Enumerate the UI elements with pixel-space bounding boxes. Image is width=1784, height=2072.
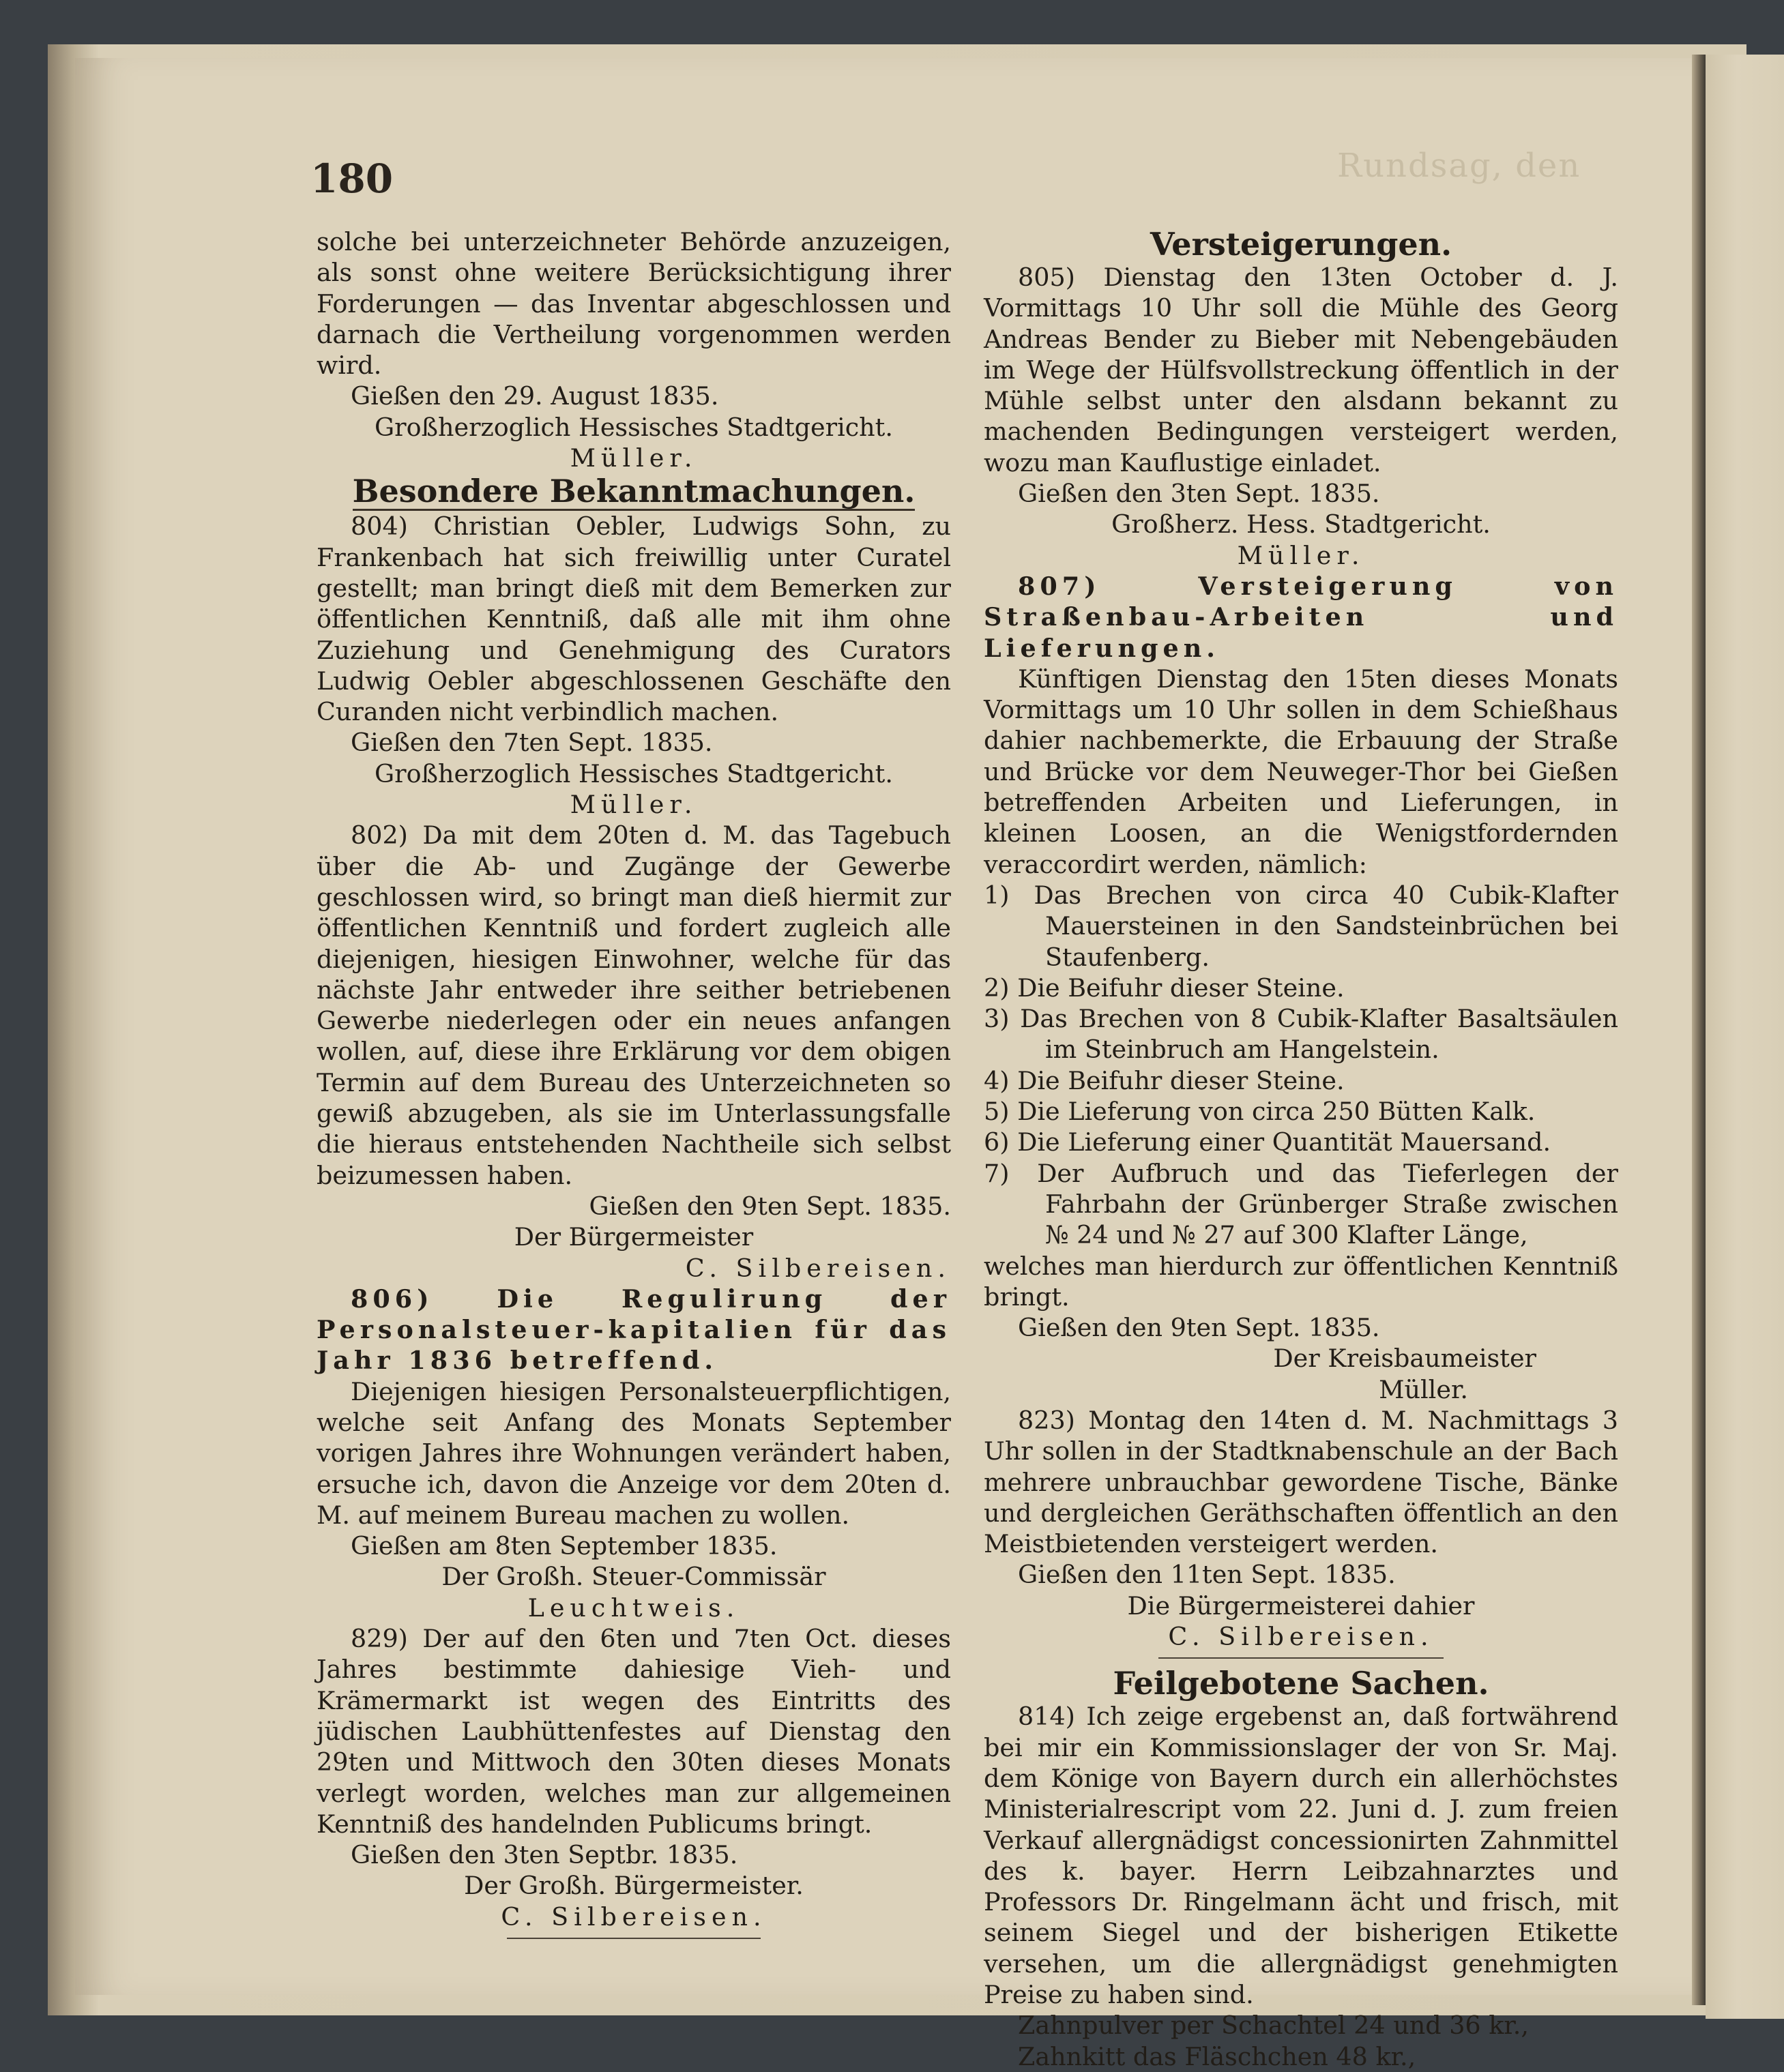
- notice-823-text: 823) Montag den 14ten d. M. Nachmittags 3 Uhr sollen in der Stadtknabenschule an der Bach mehrere unbrauchbar gewordene Tische, Bänke und dergleichen Geräthschaften öffentlich an den Meistbietenden versteigert werden.: [984, 1405, 1618, 1559]
- notice-807-date: Gießen den 9ten Sept. 1835.: [1018, 1313, 1380, 1343]
- page-gutter: [1692, 55, 1706, 2005]
- next-page-header: Rundsag, den: [1337, 147, 1581, 185]
- list-item: 6) Die Lieferung einer Quantität Mauersand.: [984, 1127, 1551, 1157]
- next-page-edge: [1706, 55, 1784, 2019]
- intro-text: solche bei unterzeichneter Behörde anzuzeigen, als sonst ohne weitere Berücksichtigung ihrer Forderungen — das Inventar abgeschlossen und darnach die Vertheilung vorgenommen werden wird.: [317, 227, 951, 381]
- notice-806-date: Gießen am 8ten September 1835.: [351, 1531, 778, 1561]
- section-heading-row: [317, 473, 951, 511]
- notice-805-signature: Müller.: [1237, 540, 1365, 570]
- list-item: 4) Die Beifuhr dieser Steine.: [984, 1065, 1345, 1095]
- section-rule: [1158, 1657, 1444, 1659]
- notice-804-authority: Großherzoglich Hessisches Stadtgericht.: [375, 758, 893, 788]
- notice-802-date: Gießen den 9ten Sept. 1835.: [589, 1191, 951, 1221]
- notice-802-signature: C. Silbereisen.: [685, 1253, 951, 1283]
- notice-806-text: Diejenigen hiesigen Personalsteuerpflichtigen, welche seit Anfang des Monats September vorigen Jahres ihre Wohnungen verändert haben, ersuche ich, davon die Anzeige vor dem 20ten d. M. auf meinem Bureau machen zu wollen.: [317, 1376, 951, 1530]
- notice-823-signature: C. Silbereisen.: [1168, 1622, 1434, 1652]
- section-heading-versteigerungen: Versteigerungen.: [1150, 226, 1452, 263]
- intro-authority: Großherzoglich Hessisches Stadtgericht.: [375, 412, 893, 442]
- notice-805-date: Gießen den 3ten Sept. 1835.: [1018, 479, 1380, 509]
- section-heading-feilgebotene: Feilgebotene Sachen.: [1113, 1665, 1489, 1702]
- notice-802-authority: Der Bürgermeister: [514, 1222, 754, 1252]
- list-item: 2) Die Beifuhr dieser Steine.: [984, 973, 1345, 1003]
- notice-823-date: Gießen den 11ten Sept. 1835.: [1018, 1560, 1396, 1590]
- notice-807-signature: Müller.: [1379, 1374, 1468, 1404]
- list-item: 7) Der Aufbruch und das Tieferlegen der Fahrbahn der Grünberger Straße zwischen № 24 und № 27 auf 300 Klafter Länge,: [984, 1158, 1618, 1250]
- notice-804-text: 804) Christian Oebler, Ludwigs Sohn, zu Frankenbach hat sich freiwillig unter Curatel gestellt; man bringt dieß mit dem Bemerken zur öffentlichen Kenntniß, daß alle mit ihm ohne Zuziehung und Genehmigung des Curators Ludwig Oebler abgeschlossenen Geschäfte den Curanden nicht verbindlich machen.: [317, 512, 951, 727]
- page-number: 180: [310, 156, 394, 202]
- intro-date: Gießen den 29. August 1835.: [351, 381, 719, 411]
- notice-829-date: Gießen den 3ten Septbr. 1835.: [351, 1840, 738, 1870]
- notice-802-text: 802) Da mit dem 20ten d. M. das Tagebuch über die Ab- und Zugänge der Gewerbe geschlossen wird, so bringt man dieß hiermit zur öffentlichen Kenntniß und fordert zugleich alle diejenigen, hiesigen Einwohner, welche für das nächste Jahr entweder ihre seither betriebenen Gewerbe niederlegen oder ein neues anfangen wollen, auf, diese ihre Erklärung vor dem obigen Termin auf dem Bureau des Unterzeichneten so gewiß abzugeben, als sie im Unterlassungsfalle die hieraus entstehenden Nachtheile sich selbst beizumessen haben.: [317, 820, 951, 1190]
- notice-807-list: [984, 880, 1618, 1251]
- notice-814-text: 814) Ich zeige ergebenst an, daß fortwährend bei mir ein Kommissionslager der von Sr. Maj. dem Könige von Bayern durch ein allerhöchstes Ministerialrescript vom 22. Juni d. J. zum freien Verkauf allergnädigst concessionirten Zahnmittel des k. bayer. Herrn Leibzahnarztes und Professors Dr. Ringelmann ächt und frisch, mit seinem Siegel und der bisherigen Etikette versehen, um die allergnädigst genehmigten Preise zu haben sind.: [984, 1702, 1618, 2010]
- notice-805-text: 805) Dienstag den 13ten October d. J. Vormittags 10 Uhr soll die Mühle des Georg Andreas Bender zu Bieber mit Nebengebäuden im Wege der Hülfsvollstreckung öffentlich in der Mühle selbst unter den alsdann bekannt zu machenden Bedingungen versteigert werden, wozu man Kauflustige einladet.: [984, 263, 1618, 477]
- right-column: [984, 226, 1618, 2072]
- notice-829-text: 829) Der auf den 6ten und 7ten Oct. dieses Jahres bestimmte dahiesige Vieh- und Krämermarkt ist wegen des Eintritts des jüdischen Laubhüttenfestes auf Dienstag den 29ten und Mittwoch den 30ten dieses Monats verlegt worden, welches man zur allgemeinen Kenntniß des handelnden Publicums bringt.: [317, 1624, 951, 1839]
- notice-807-closing: welches man hierdurch zur öffentlichen Kenntniß bringt.: [984, 1251, 1618, 1312]
- notice-805-authority: Großherz. Hess. Stadtgericht.: [1111, 509, 1491, 539]
- list-item: 5) Die Lieferung von circa 250 Bütten Kalk.: [984, 1097, 1536, 1127]
- notice-804-signature: Müller.: [570, 790, 698, 820]
- left-column: [317, 226, 951, 1946]
- notice-806-authority: Der Großh. Steuer-Commissär: [441, 1562, 826, 1592]
- notice-823-authority: Die Bürgermeisterei dahier: [1127, 1590, 1475, 1620]
- notice-829-signature: C. Silbereisen.: [501, 1901, 767, 1932]
- column-end-rule: [507, 1938, 761, 1939]
- intro-signature: Müller.: [570, 443, 698, 473]
- section-heading-besondere: Besondere Bekanntmachungen.: [352, 473, 916, 510]
- notice-829-authority: Der Großh. Bürgermeister.: [464, 1871, 804, 1901]
- list-item: 1) Das Brechen von circa 40 Cubik-Klafter Mauersteinen in den Sandsteinbrüchen bei Staufenberg.: [984, 880, 1618, 972]
- notice-806-signature: Leuchtweis.: [527, 1593, 740, 1623]
- notice-806-title: 806) Die Regulirung der Personalsteuer-kapitalien für das Jahr 1836 betreffend.: [317, 1284, 951, 1376]
- list-item: 3) Das Brechen von 8 Cubik-Klafter Basaltsäulen im Steinbruch am Hangelstein.: [984, 1004, 1618, 1065]
- notice-814-price-1: Zahnpulver per Schachtel 24 und 36 kr.,: [1018, 2011, 1530, 2041]
- notice-807-authority: Der Kreisbaumeister: [1273, 1344, 1536, 1374]
- notice-804-date: Gießen den 7ten Sept. 1835.: [351, 728, 713, 758]
- notice-807-title: 807) Versteigerung von Straßenbau-Arbeiten und Lieferungen.: [984, 571, 1618, 663]
- notice-814-price-2: Zahnkitt das Fläschchen 48 kr.,: [1018, 2041, 1416, 2071]
- notice-807-text: Künftigen Dienstag den 15ten dieses Monats Vormittags um 10 Uhr sollen in dem Schießhaus dahier nachbemerkte, die Erbauung der Straße und Brücke vor dem Neuweger-Thor bei Gießen betreffenden Arbeiten und Lieferungen, in kleinen Loosen, an die Wenigstfordernden veraccordirt werden, nämlich:: [984, 664, 1618, 879]
